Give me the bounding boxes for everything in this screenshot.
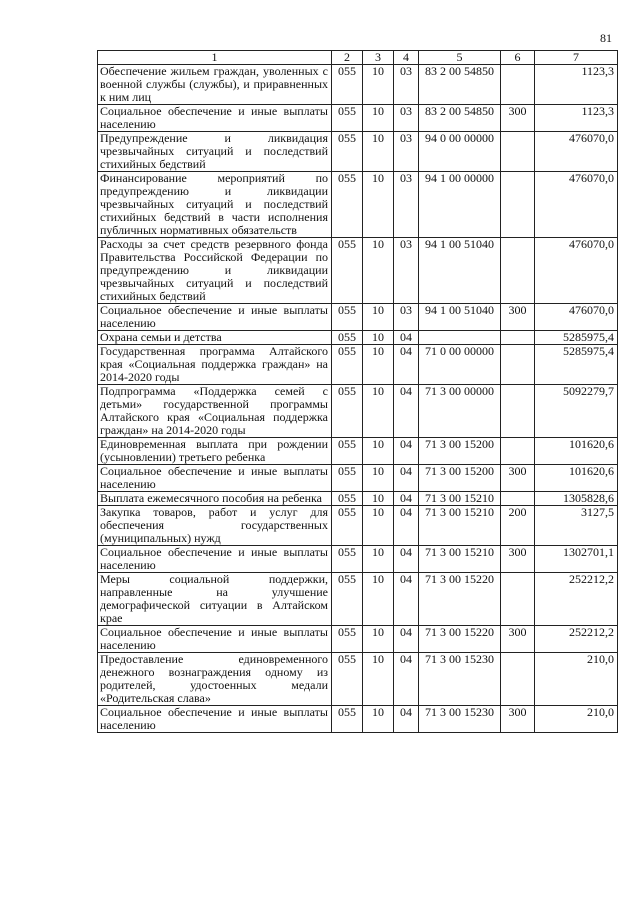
target-article-cell: 71 3 00 15200 (419, 438, 501, 465)
expense-name-cell: Меры социальной поддержки, направленные на улучшение демографической ситуации в Алтайском крае (98, 573, 332, 626)
expense-name-cell: Финансирование мероприятий по предупреждению и ликвидации чрезвычайных ситуаций и последствий стихийных бедствий в части исполнения публичных нормативных обязательств (98, 172, 332, 238)
section-code-cell: 10 (363, 438, 394, 465)
ministry-code-cell: 055 (332, 573, 363, 626)
table-row (98, 626, 618, 653)
amount-cell: 1302701,1 (535, 546, 618, 573)
subsection-code-cell: 04 (394, 438, 419, 465)
expense-name-cell: Социальное обеспечение и иные выплаты населению (98, 546, 332, 573)
amount-cell: 5285975,4 (535, 345, 618, 385)
subsection-code-cell: 04 (394, 492, 419, 506)
expense-type-cell (501, 385, 535, 438)
expense-type-cell: 300 (501, 546, 535, 573)
ministry-code-cell: 055 (332, 465, 363, 492)
amount-cell: 476070,0 (535, 238, 618, 304)
expense-name-cell: Закупка товаров, работ и услуг для обеспечения государственных (муниципальных) нужд (98, 506, 332, 546)
expense-name-cell: Государственная программа Алтайского края «Социальная поддержка граждан» на 2014-2020 годы (98, 345, 332, 385)
expense-type-cell (501, 331, 535, 345)
section-code-cell: 10 (363, 653, 394, 706)
amount-cell: 5285975,4 (535, 331, 618, 345)
table-row (98, 172, 618, 238)
amount-cell: 210,0 (535, 706, 618, 733)
subsection-code-cell: 04 (394, 385, 419, 438)
column-header-3: 3 (363, 51, 394, 65)
ministry-code-cell: 055 (332, 385, 363, 438)
subsection-code-cell: 03 (394, 304, 419, 331)
target-article-cell: 71 3 00 15230 (419, 653, 501, 706)
target-article-cell: 94 1 00 00000 (419, 172, 501, 238)
expense-name-cell: Социальное обеспечение и иные выплаты населению (98, 706, 332, 733)
subsection-code-cell: 03 (394, 132, 419, 172)
budget-table (97, 50, 618, 733)
table-row (98, 506, 618, 546)
amount-cell: 476070,0 (535, 132, 618, 172)
target-article-cell: 71 3 00 15200 (419, 465, 501, 492)
subsection-code-cell: 04 (394, 546, 419, 573)
subsection-code-cell: 04 (394, 331, 419, 345)
expense-type-cell (501, 172, 535, 238)
table-row (98, 345, 618, 385)
expense-type-cell (501, 65, 535, 105)
subsection-code-cell: 04 (394, 345, 419, 385)
table-row (98, 653, 618, 706)
expense-name-cell: Единовременная выплата при рождении (усыновлении) третьего ребенка (98, 438, 332, 465)
expense-name-cell: Охрана семьи и детства (98, 331, 332, 345)
ministry-code-cell: 055 (332, 105, 363, 132)
expense-type-cell (501, 653, 535, 706)
column-header-4: 4 (394, 51, 419, 65)
section-code-cell: 10 (363, 238, 394, 304)
page-number: 81 (600, 31, 612, 45)
table-row (98, 304, 618, 331)
target-article-cell: 71 0 00 00000 (419, 345, 501, 385)
column-header-5: 5 (419, 51, 501, 65)
table-body (98, 65, 618, 733)
section-code-cell: 10 (363, 492, 394, 506)
expense-type-cell: 300 (501, 626, 535, 653)
subsection-code-cell: 03 (394, 105, 419, 132)
table-row (98, 331, 618, 345)
subsection-code-cell: 04 (394, 653, 419, 706)
section-code-cell: 10 (363, 465, 394, 492)
expense-name-cell: Социальное обеспечение и иные выплаты населению (98, 626, 332, 653)
ministry-code-cell: 055 (332, 438, 363, 465)
expense-name-cell: Подпрограмма «Поддержка семей с детьми» государственной программы Алтайского края «Социальная поддержка граждан» на 2014-2020 годы (98, 385, 332, 438)
expense-name-cell: Выплата ежемесячного пособия на ребенка (98, 492, 332, 506)
ministry-code-cell: 055 (332, 172, 363, 238)
subsection-code-cell: 04 (394, 706, 419, 733)
expense-type-cell (501, 238, 535, 304)
target-article-cell: 71 3 00 00000 (419, 385, 501, 438)
ministry-code-cell: 055 (332, 345, 363, 385)
amount-cell: 101620,6 (535, 465, 618, 492)
amount-cell: 252212,2 (535, 573, 618, 626)
expense-type-cell (501, 132, 535, 172)
target-article-cell: 94 0 00 00000 (419, 132, 501, 172)
expense-type-cell: 300 (501, 304, 535, 331)
table-row (98, 65, 618, 105)
section-code-cell: 10 (363, 331, 394, 345)
expense-name-cell: Обеспечение жильем граждан, уволенных с военной службы (службы), и приравненных к ним лиц (98, 65, 332, 105)
section-code-cell: 10 (363, 172, 394, 238)
section-code-cell: 10 (363, 132, 394, 172)
ministry-code-cell: 055 (332, 653, 363, 706)
section-code-cell: 10 (363, 385, 394, 438)
amount-cell: 476070,0 (535, 304, 618, 331)
subsection-code-cell: 03 (394, 238, 419, 304)
ministry-code-cell: 055 (332, 331, 363, 345)
subsection-code-cell: 04 (394, 465, 419, 492)
section-code-cell: 10 (363, 506, 394, 546)
target-article-cell: 83 2 00 54850 (419, 105, 501, 132)
table-row (98, 385, 618, 438)
ministry-code-cell: 055 (332, 65, 363, 105)
table-row (98, 105, 618, 132)
section-code-cell: 10 (363, 626, 394, 653)
expense-type-cell (501, 492, 535, 506)
target-article-cell: 71 3 00 15230 (419, 706, 501, 733)
expense-name-cell: Социальное обеспечение и иные выплаты населению (98, 465, 332, 492)
expense-type-cell: 300 (501, 105, 535, 132)
expense-name-cell: Предупреждение и ликвидация чрезвычайных ситуаций и последствий стихийных бедствий (98, 132, 332, 172)
expense-name-cell: Расходы за счет средств резервного фонда Правительства Российской Федерации по предупреждению и ликвидации чрезвычайных ситуаций и последствий стихийных бедствий (98, 238, 332, 304)
expense-name-cell: Предоставление единовременного денежного вознаграждения одному из родителей, удостоенных медали «Родительская слава» (98, 653, 332, 706)
expense-type-cell (501, 573, 535, 626)
ministry-code-cell: 055 (332, 304, 363, 331)
section-code-cell: 10 (363, 65, 394, 105)
amount-cell: 3127,5 (535, 506, 618, 546)
target-article-cell: 71 3 00 15220 (419, 573, 501, 626)
subsection-code-cell: 04 (394, 626, 419, 653)
section-code-cell: 10 (363, 706, 394, 733)
column-header-1: 1 (98, 51, 332, 65)
ministry-code-cell: 055 (332, 706, 363, 733)
ministry-code-cell: 055 (332, 132, 363, 172)
ministry-code-cell: 055 (332, 626, 363, 653)
column-header-7: 7 (535, 51, 618, 65)
target-article-cell: 94 1 00 51040 (419, 304, 501, 331)
table-row (98, 706, 618, 733)
ministry-code-cell: 055 (332, 546, 363, 573)
section-code-cell: 10 (363, 304, 394, 331)
column-header-6: 6 (501, 51, 535, 65)
amount-cell: 476070,0 (535, 172, 618, 238)
expense-type-cell (501, 345, 535, 385)
table-row (98, 465, 618, 492)
expense-type-cell: 200 (501, 506, 535, 546)
amount-cell: 101620,6 (535, 438, 618, 465)
table-row (98, 546, 618, 573)
table-row (98, 492, 618, 506)
expense-name-cell: Социальное обеспечение и иные выплаты населению (98, 304, 332, 331)
target-article-cell (419, 331, 501, 345)
subsection-code-cell: 03 (394, 65, 419, 105)
subsection-code-cell: 04 (394, 506, 419, 546)
amount-cell: 5092279,7 (535, 385, 618, 438)
section-code-cell: 10 (363, 105, 394, 132)
section-code-cell: 10 (363, 546, 394, 573)
expense-name-cell: Социальное обеспечение и иные выплаты населению (98, 105, 332, 132)
target-article-cell: 83 2 00 54850 (419, 65, 501, 105)
amount-cell: 252212,2 (535, 626, 618, 653)
column-header-2: 2 (332, 51, 363, 65)
target-article-cell: 71 3 00 15210 (419, 546, 501, 573)
subsection-code-cell: 03 (394, 172, 419, 238)
amount-cell: 1305828,6 (535, 492, 618, 506)
amount-cell: 1123,3 (535, 65, 618, 105)
table-row (98, 573, 618, 626)
ministry-code-cell: 055 (332, 492, 363, 506)
expense-type-cell (501, 438, 535, 465)
ministry-code-cell: 055 (332, 506, 363, 546)
target-article-cell: 71 3 00 15210 (419, 492, 501, 506)
table-row (98, 132, 618, 172)
table-row (98, 438, 618, 465)
target-article-cell: 71 3 00 15210 (419, 506, 501, 546)
section-code-cell: 10 (363, 345, 394, 385)
amount-cell: 1123,3 (535, 105, 618, 132)
header-row (98, 51, 618, 65)
subsection-code-cell: 04 (394, 573, 419, 626)
expense-type-cell: 300 (501, 706, 535, 733)
target-article-cell: 71 3 00 15220 (419, 626, 501, 653)
table-row (98, 238, 618, 304)
target-article-cell: 94 1 00 51040 (419, 238, 501, 304)
amount-cell: 210,0 (535, 653, 618, 706)
section-code-cell: 10 (363, 573, 394, 626)
expense-type-cell: 300 (501, 465, 535, 492)
ministry-code-cell: 055 (332, 238, 363, 304)
